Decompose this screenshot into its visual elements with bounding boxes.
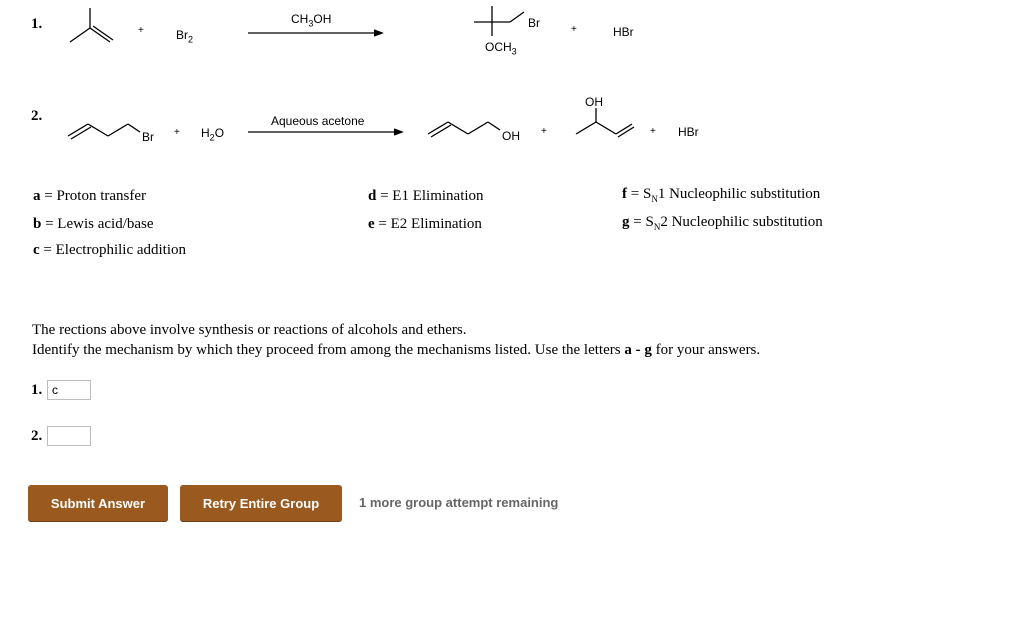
reaction-1-product-och3: $OCH_3$ xyxy=(485,40,517,57)
reaction-2-product2-oh: OH xyxy=(585,95,603,109)
submit-answer-button[interactable]: Submit Answer xyxy=(28,485,168,521)
reaction-2-secondary-alcohol-structure xyxy=(570,104,636,140)
plus-sign: + xyxy=(541,126,547,137)
mechanism-g: $g = S_N2$ Nucleophilic substitution xyxy=(622,214,823,232)
mechanism-d: d = E1 Elimination xyxy=(368,188,484,204)
reaction-2-reactant-br: Br xyxy=(142,130,154,144)
reaction-1-number: 1. xyxy=(31,16,43,32)
instructions-line-1: The rections above involve synthesis or reactions of alcohols and ethers. xyxy=(32,322,467,338)
reaction-2-number: 2. xyxy=(31,108,43,124)
reaction-1-side-product: HBr xyxy=(613,25,634,39)
answer-2-field[interactable] xyxy=(47,426,91,446)
mechanism-f: $f = S_N1$ Nucleophilic substitution xyxy=(622,186,821,204)
reaction-2-condition: Aqueous acetone xyxy=(271,114,365,128)
plus-sign: + xyxy=(650,126,656,137)
plus-sign: + xyxy=(138,25,144,36)
mechanism-c: c = Electrophilic addition xyxy=(33,242,187,258)
reaction-2-product1-oh: OH xyxy=(502,129,520,143)
attempts-remaining-text: 1 more group attempt remaining xyxy=(359,495,559,510)
instructions-line-2: Identify the mechanism by which they proceed from among the mechanisms listed. Use the letters a - g for your answers. xyxy=(32,342,761,358)
plus-sign: + xyxy=(571,24,577,35)
reaction-2-allyl-bromide-structure xyxy=(66,116,146,146)
plus-sign: + xyxy=(174,127,180,138)
retry-entire-group-button[interactable]: Retry Entire Group xyxy=(180,485,342,521)
reaction-2-reagent: $H_2O$ xyxy=(201,126,225,143)
reaction-1-alkene-structure xyxy=(60,4,120,48)
answer-1-field[interactable] xyxy=(47,380,91,400)
reaction-2-arrow xyxy=(248,127,404,137)
reaction-2-allyl-alcohol-structure xyxy=(424,114,514,144)
mechanism-a: a = Proton transfer xyxy=(33,188,147,204)
mechanism-b: b = Lewis acid/base xyxy=(33,216,154,232)
answer-1-label: 1. xyxy=(31,382,43,398)
reaction-1-product-br: Br xyxy=(528,16,540,30)
reaction-1-arrow xyxy=(248,28,384,38)
mechanism-e: e = E2 Elimination xyxy=(368,216,482,232)
reaction-1-condition: $CH_3OH$ xyxy=(291,12,332,29)
reaction-1-reagent: $Br_2$ xyxy=(176,28,194,45)
reaction-2-side-product: HBr xyxy=(678,125,699,139)
answer-2-label: 2. xyxy=(31,428,43,444)
